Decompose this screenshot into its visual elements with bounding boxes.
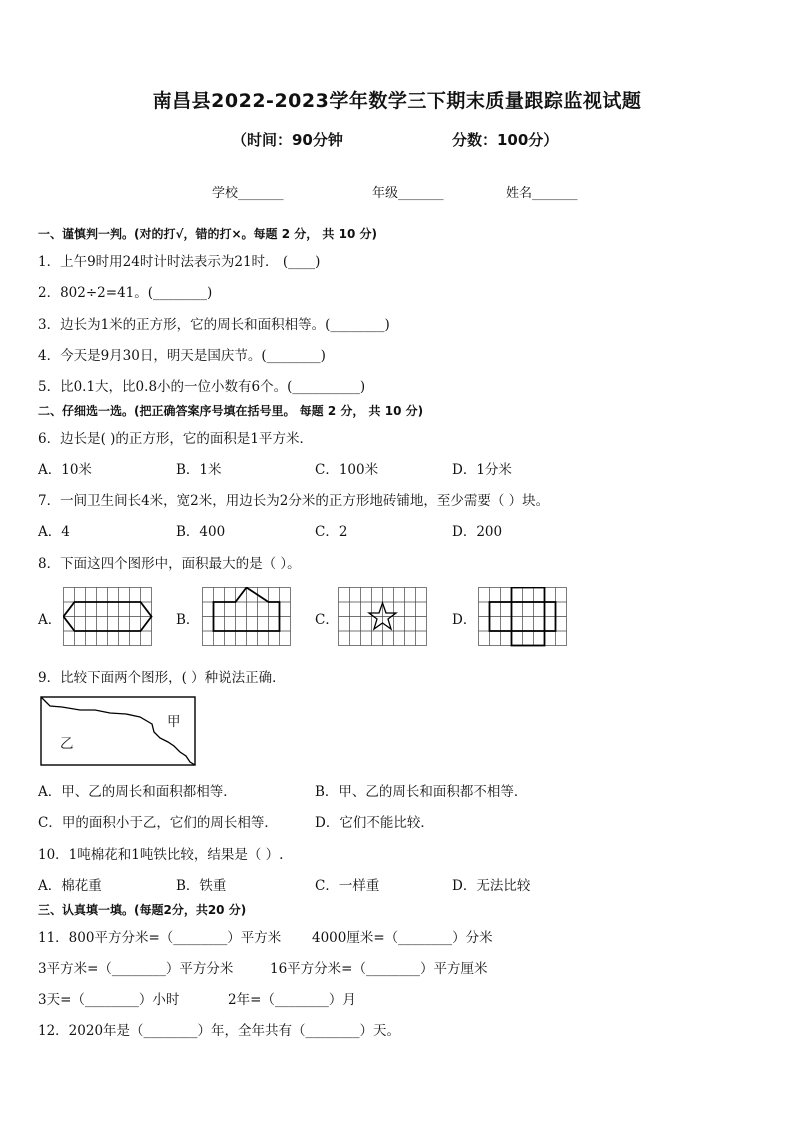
question-7: 7．一间卫生间长4米，宽2米，用边长为2分米的正方形地砖铺地，至少需要（ ）块。 bbox=[38, 493, 550, 509]
grade-field: 年级_______ bbox=[372, 186, 444, 201]
q8-figure-b bbox=[202, 587, 292, 647]
name-field: 姓名_______ bbox=[506, 186, 578, 201]
q6-option-b: B．1米 bbox=[176, 462, 222, 478]
section-3-heading: 三、认真填一填。(每题2分，共20 分) bbox=[38, 903, 247, 917]
q8-label-d: D． bbox=[452, 612, 477, 628]
section-2-heading: 二、仔细选一选。(把正确答案序号填在括号里。 每题 2 分， 共 10 分) bbox=[38, 404, 424, 418]
q9-option-d: D．它们不能比较． bbox=[315, 815, 434, 831]
q10-option-c: C．一样重 bbox=[315, 878, 380, 894]
question-5: 5．比0.1大，比0.8小的一位小数有6个。(__________) bbox=[38, 379, 366, 395]
question-4: 4．今天是9月30日，明天是国庆节。(________) bbox=[38, 348, 326, 364]
question-11-a: 11．800平方分米=（________）平方米 bbox=[38, 930, 282, 946]
q7-option-c: C．2 bbox=[315, 524, 348, 540]
q6-option-d: D．1分米 bbox=[452, 462, 512, 478]
question-11-f: 2年=（________）月 bbox=[228, 992, 356, 1008]
question-11-e: 3天=（________）小时 bbox=[38, 992, 180, 1008]
q8-label-a: A． bbox=[38, 612, 62, 628]
q6-option-c: C．100米 bbox=[315, 462, 379, 478]
q7-option-a: A．4 bbox=[38, 524, 70, 540]
page-title: 南昌县2022-2023学年数学三下期末质量跟踪监视试题 bbox=[152, 90, 642, 112]
q9-label-yi: 乙 bbox=[60, 736, 74, 752]
question-9: 9．比较下面两个图形，( ）种说法正确． bbox=[38, 670, 286, 686]
question-1: 1．上午9时用24时计时法表示为21时． (____) bbox=[38, 254, 321, 270]
q8-figure-a bbox=[63, 587, 153, 647]
q10-option-b: B．铁重 bbox=[176, 878, 227, 894]
q8-figure-d bbox=[478, 587, 568, 647]
question-10: 10．1吨棉花和1吨铁比较，结果是（ ）. bbox=[38, 847, 284, 863]
q8-label-b: B． bbox=[176, 612, 200, 628]
question-2: 2．802÷2=41。(________) bbox=[38, 285, 213, 301]
school-field: 学校_______ bbox=[212, 186, 284, 201]
q10-option-a: A．棉花重 bbox=[38, 878, 102, 894]
question-12: 12．2020年是（________）年，全年共有（________）天。 bbox=[38, 1023, 401, 1039]
exam-score: 分数：100分） bbox=[452, 131, 559, 149]
question-3: 3．边长为1米的正方形，它的周长和面积相等。(________) bbox=[38, 317, 390, 333]
q9-option-b: B．甲、乙的周长和面积都不相等． bbox=[315, 784, 528, 800]
question-11-d: 16平方分米=（________）平方厘米 bbox=[270, 961, 488, 977]
q8-label-c: C． bbox=[315, 612, 339, 628]
q7-option-d: D．200 bbox=[452, 524, 503, 540]
exam-time: （时间：90分钟 bbox=[232, 131, 343, 149]
q6-option-a: A．10米 bbox=[38, 462, 92, 478]
q8-figure-c bbox=[338, 587, 428, 647]
question-11-c: 3平方米=（________）平方分米 bbox=[38, 961, 234, 977]
q10-option-d: D．无法比较 bbox=[452, 878, 531, 894]
question-8: 8．下面这四个图形中，面积最大的是（ ）。 bbox=[38, 556, 301, 572]
question-11-b: 4000厘米=（________）分米 bbox=[312, 930, 493, 946]
q9-option-a: A．甲、乙的周长和面积都相等． bbox=[38, 784, 237, 800]
q9-label-jia: 甲 bbox=[167, 714, 181, 730]
q9-option-c: C．甲的面积小于乙，它们的周长相等． bbox=[38, 815, 278, 831]
question-6: 6．边长是( )的正方形，它的面积是1平方米． bbox=[38, 431, 314, 447]
section-1-heading: 一、谨慎判一判。(对的打√，错的打×。每题 2 分， 共 10 分) bbox=[38, 227, 377, 241]
q7-option-b: B．400 bbox=[176, 524, 226, 540]
